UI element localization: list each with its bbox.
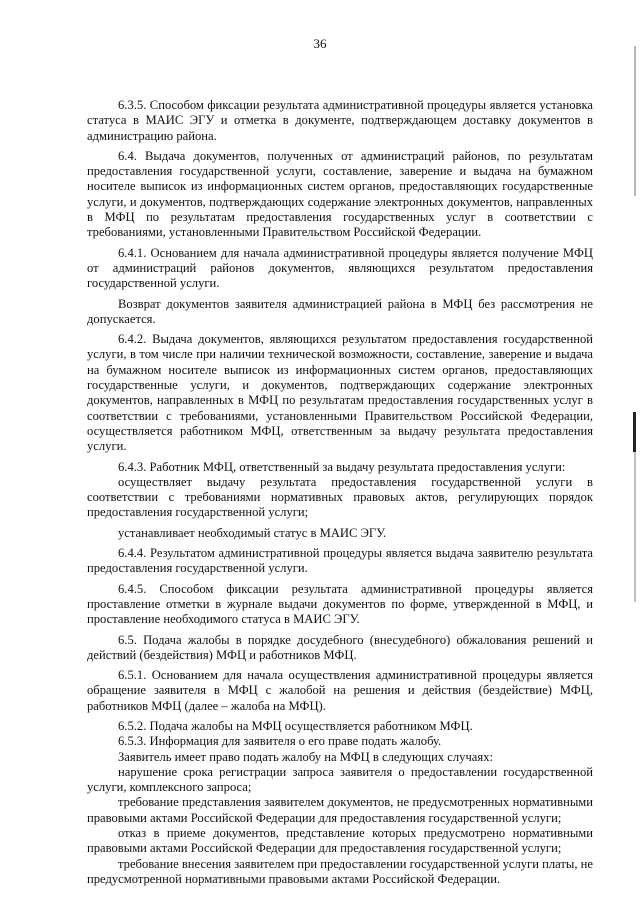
paragraph-6-5-1: 6.5.1. Основанием для начала осуществления административной процедуры является обращение заявителя в МФЦ с жалобой на решения и действия (бездействие) МФЦ, работников МФЦ (далее – жалоба на МФЦ). [87, 668, 593, 713]
paragraph-6-5-2: 6.5.2. Подача жалобы на МФЦ осуществляется работником МФЦ. [118, 718, 473, 733]
paragraph-6-4-4: 6.4.4. Результатом административной процедуры является выдача заявителю результата предоставления государственной услуги. [87, 546, 593, 576]
scan-edge-mark [634, 46, 636, 196]
paragraph-complaint-cases: Заявитель имеет право подать жалобу на МФЦ в следующих случаях: [118, 749, 493, 764]
paragraph-6-4-1: 6.4.1. Основанием для начала административной процедуры является получение МФЦ от администраций районов документов, являющихся результатом предоставления государственной услуги. [87, 245, 593, 291]
paragraph-6-3-5: 6.3.5. Способом фиксации результата административной процедуры является установка статуса в МАИС ЭГУ и отметка в документе, подтверждающем доставку документов в администрацию района. [87, 98, 593, 143]
paragraph-return-not-allowed: Возврат документов заявителя администрацией района в МФЦ без рассмотрения не допускается. [87, 296, 593, 326]
scan-edge-mark [633, 412, 636, 452]
paragraph-6-4-3: 6.4.3. Работник МФЦ, ответственный за выдачу результата предоставления услуги: [118, 459, 566, 474]
list-item-refusal: отказ в приеме документов, представление которых предусмотрено нормативными правовыми актами Российской Федерации для предоставления государственной услуги; [87, 826, 593, 856]
paragraph-6-4: 6.4. Выдача документов, полученных от администраций районов, по результатам предоставления государственной услуги, составление, заверение и выдача на бумажном носителе выписок из информационных систем органов, предоставляющих государственные услуги, и документов, подтверждающих содержание электронных документов, направленных в МФЦ по результатам предоставления государственных услуг в соответствии с требованиями, установленными Правительством Российской Федерации. [87, 148, 593, 240]
list-item-deadline-violation: нарушение срока регистрации запроса заявителя о предоставлении государственной услуги, комплексного запроса; [87, 764, 593, 795]
scan-edge-mark [634, 452, 636, 602]
list-item-extra-fee: требование внесения заявителем при предоставлении государственной услуги платы, не предусмотренной нормативными правовыми актами Российской Федерации. [87, 856, 593, 886]
paragraph-6-5-3: 6.5.3. Информация для заявителя о его праве подать жалобу. [118, 734, 442, 749]
document-body [87, 98, 593, 887]
paragraph-sets-status: устанавливает необходимый статус в МАИС ЭГУ. [118, 525, 387, 540]
paragraph-6-4-2: 6.4.2. Выдача документов, являющихся результатом предоставления государственной услуги, в том числе при наличии технической возможности, составление, заверение и выдача на бумажном носителе выписок из информационных систем органов, предоставляющих государственные услуги, и документов, подтверждающих содержание электронных документов, направленных в МФЦ по результатам предоставления государственных услуг в соответствии с требованиями, установленными Правительством Российской Федерации, осуществляется работником МФЦ, ответственным за выдачу результата предоставления услуги. [87, 332, 593, 454]
paragraph-6-4-5: 6.4.5. Способом фиксации результата административной процедуры является проставление отметки в журнале выдачи документов по форме, утвержденной в МФЦ, и проставление необходимого статуса в МАИС ЭГУ. [87, 581, 593, 627]
page-number: 36 [313, 36, 327, 51]
list-item-extra-documents: требование представления заявителем документов, не предусмотренных нормативными правовыми актами Российской Федерации для предоставления государственной услуги; [87, 795, 593, 825]
paragraph-6-5: 6.5. Подача жалобы в порядке досудебного (внесудебного) обжалования решений и действий (бездействия) МФЦ и работников МФЦ. [87, 632, 593, 662]
paragraph-issues-result: осуществляет выдачу результата предоставления государственной услуги в соответствии с требованиями нормативных правовых актов, регулирующих порядок предоставления государственной услуги; [87, 474, 593, 520]
